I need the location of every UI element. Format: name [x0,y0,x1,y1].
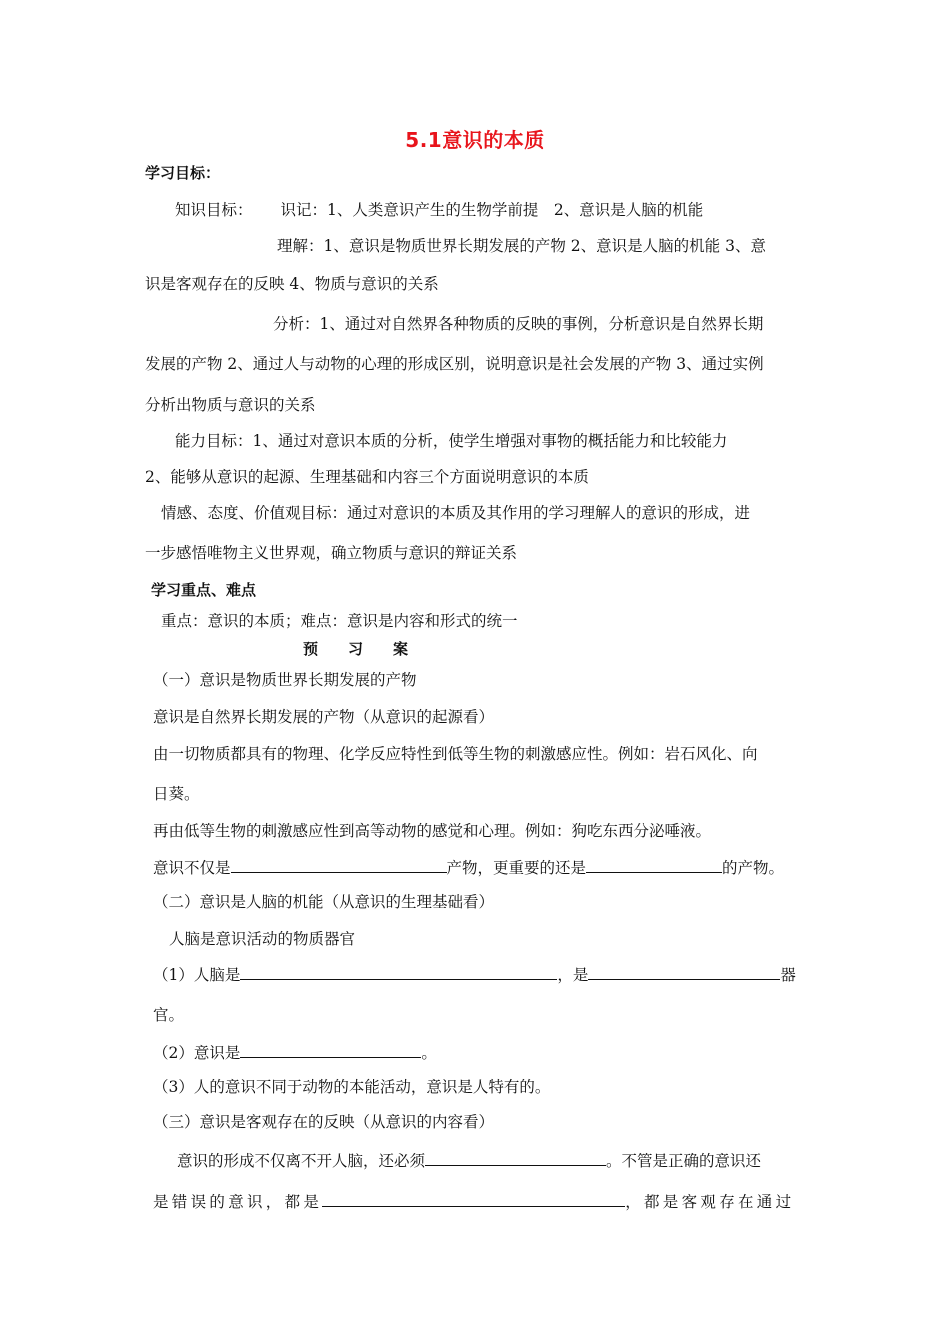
sec3-line-2 [153,1190,794,1213]
sec2-q2-line [153,1041,437,1064]
sec3-line-2-a: 是错误的意识，都是 [153,1193,323,1211]
sec1-fill-a: 意识不仅是 [153,859,231,877]
sec1-line-4: 再由低等生物的刺激感应性到高等动物的感觉和心理。例如：狗吃东西分泌唾液。 [153,822,712,840]
key-heading: 学习重点、难点 [151,581,257,599]
sec1-fill-b: 产物，更重要的还是 [446,859,587,877]
ability-line-2: 2、能够从意识的起源、生理基础和内容三个方面说明意识的本质 [145,468,589,486]
emotion-line-1: 情感、态度、价值观目标：通过对意识的本质及其作用的学习理解人的意识的形成，进 [161,504,751,522]
answer-blank[interactable] [240,1041,421,1058]
key-text: 重点：意识的本质；难点：意识是内容和形式的统一 [161,612,518,630]
knowledge-recall: 识记：1、人类意识产生的生物学前提 2、意识是人脑的机能 [280,201,704,219]
answer-blank[interactable] [240,963,557,980]
sec3-line-1-a: 意识的形成不仅离不开人脑，还必须 [177,1152,426,1170]
analyze-line-1: 分析：1、通过对自然界各种物质的反映的事例，分析意识是自然界长期 [273,315,764,333]
sec3-line-1 [177,1149,761,1172]
sec2-q1-line [153,963,796,986]
answer-blank[interactable] [231,856,447,873]
sec3-line-1-b: 。不管是正确的意识还 [606,1152,762,1170]
knowledge-label: 知识目标： [175,201,253,219]
sec1-line-1: 意识是自然界长期发展的产物（从意识的起源看） [153,708,495,726]
knowledge-line [175,199,703,221]
sec1-heading: （一）意识是物质世界长期发展的产物 [153,671,417,689]
sec1-line-3: 日葵。 [153,785,200,803]
analyze-line-2: 发展的产物 2、通过人与动物的心理的形成区别，说明意识是社会发展的产物 3、通过实例 [145,355,764,373]
sec3-line-2-b: ，都是客观存在通过 [625,1193,795,1211]
answer-blank[interactable] [425,1149,606,1166]
sec2-q3: （3）人的意识不同于动物的本能活动，意识是人特有的。 [153,1078,551,1096]
goals-heading: 学习目标： [145,164,221,182]
sec2-q2-b: 。 [421,1044,437,1062]
sec1-line-2: 由一切物质都具有的物理、化学反应特性到低等生物的刺激感应性。例如：岩石风化、向 [153,745,758,763]
sec2-q1-a: （1）人脑是 [153,966,241,984]
sec1-fill-line [153,856,784,879]
sec2-q2-a: （2）意识是 [153,1044,241,1062]
emotion-line-2: 一步感悟唯物主义世界观，确立物质与意识的辩证关系 [145,544,518,562]
analyze-line-3: 分析出物质与意识的关系 [145,396,316,414]
preview-heading: 预 习 案 [303,640,409,658]
page-title: 5.1意识的本质 [405,128,545,152]
answer-blank[interactable] [588,963,780,980]
sec2-q1-d: 官。 [153,1006,185,1024]
sec1-fill-c: 的产物。 [722,859,785,877]
sec2-line-1: 人脑是意识活动的物质器官 [169,930,356,948]
understand-line-2: 识是客观存在的反映 4、物质与意识的关系 [145,275,439,293]
answer-blank[interactable] [586,856,722,873]
sec2-q1-c: 器 [780,966,796,984]
sec2-heading: （二）意识是人脑的机能（从意识的生理基础看） [153,893,495,911]
sec3-heading: （三）意识是客观存在的反映（从意识的内容看） [153,1113,495,1131]
answer-blank[interactable] [322,1190,625,1207]
sec2-q1-b: ，是 [557,966,589,984]
understand-line-1: 理解：1、意识是物质世界长期发展的产物 2、意识是人脑的机能 3、意 [277,237,766,255]
ability-line-1: 能力目标：1、通过对意识本质的分析，使学生增强对事物的概括能力和比较能力 [175,432,728,450]
